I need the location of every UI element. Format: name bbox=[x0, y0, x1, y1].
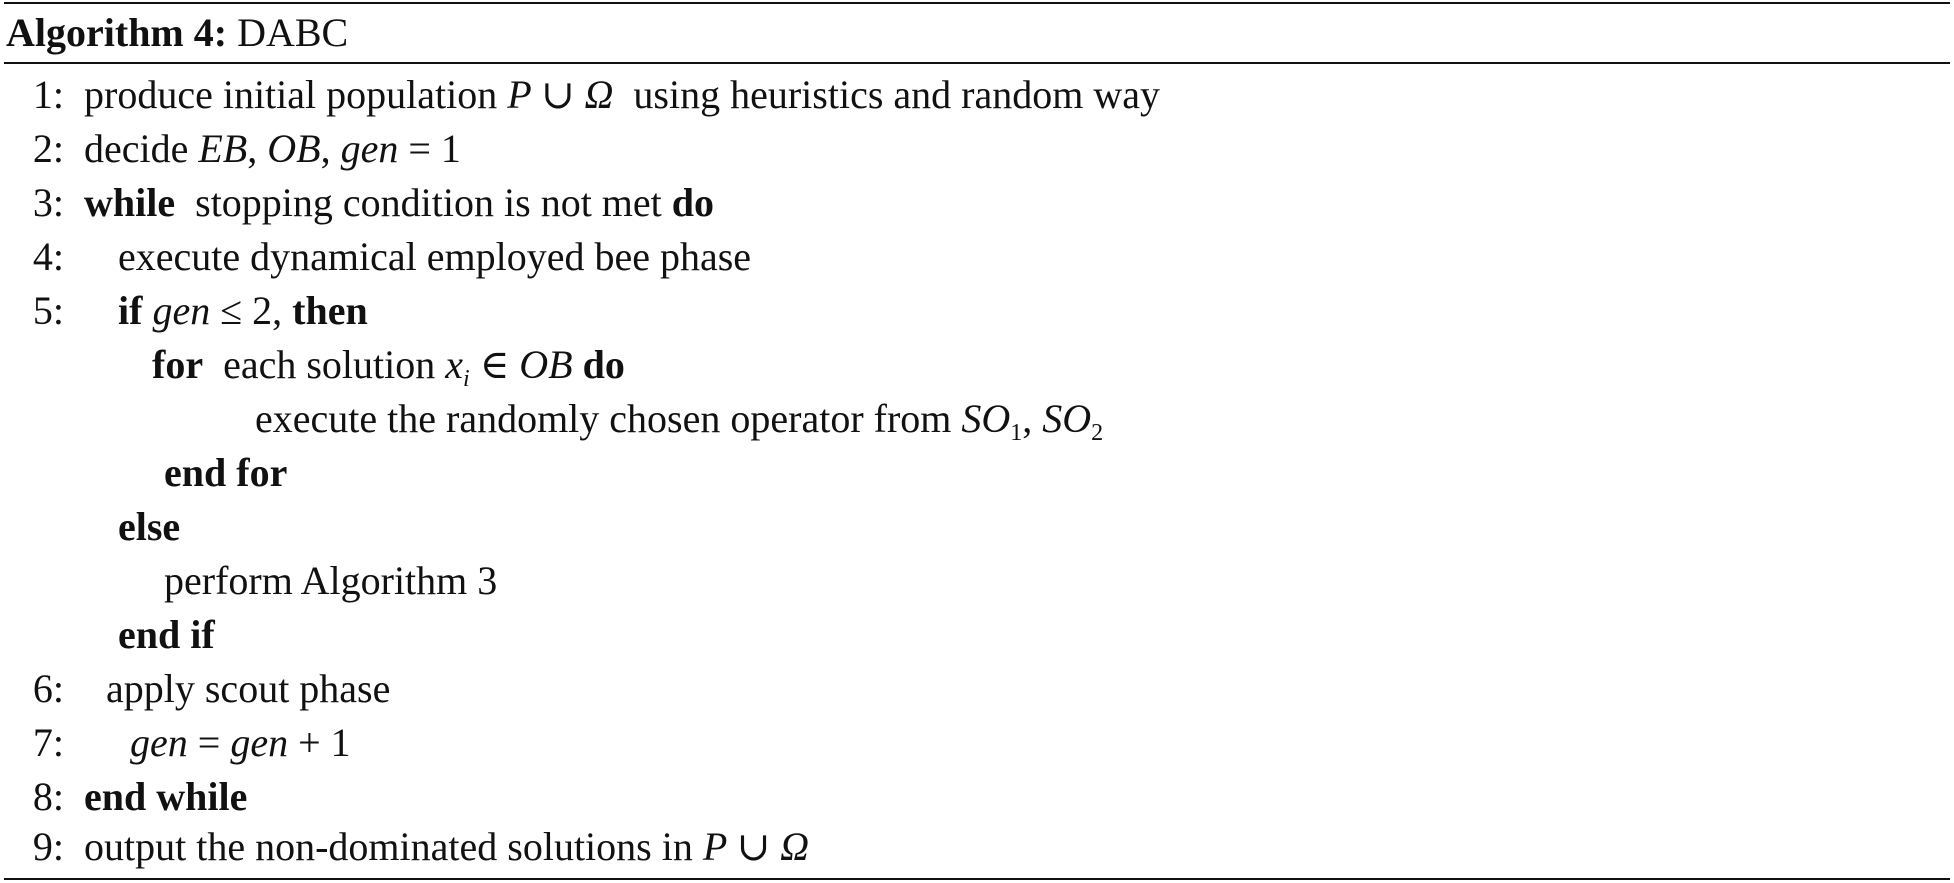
math-expression: P ∪ Ω bbox=[507, 72, 614, 117]
keyword: end while bbox=[84, 774, 248, 819]
algorithm-line-5 bbox=[0, 284, 1954, 338]
line-text bbox=[84, 176, 714, 230]
keyword: then bbox=[292, 288, 368, 333]
math-operator: = bbox=[187, 720, 231, 765]
algorithm-line-end-for bbox=[0, 446, 1954, 500]
keyword: if bbox=[118, 288, 143, 333]
algorithm-line-6 bbox=[0, 662, 1954, 716]
math-symbol: OB bbox=[267, 126, 321, 171]
algorithm-line-4 bbox=[0, 230, 1954, 284]
math-subscript: i bbox=[463, 366, 470, 392]
line-number: 9: bbox=[32, 824, 64, 869]
algorithm-line-8 bbox=[0, 770, 1954, 824]
keyword: while bbox=[84, 180, 176, 225]
line-plain-text: each solution bbox=[203, 342, 446, 387]
separator: , bbox=[320, 126, 341, 171]
line-number: 4: bbox=[32, 234, 64, 279]
algorithm-caption bbox=[6, 8, 348, 58]
line-number: 2: bbox=[32, 126, 64, 171]
bottom-rule bbox=[4, 878, 1950, 880]
line-number: 3: bbox=[32, 180, 64, 225]
algorithm-line-else bbox=[0, 500, 1954, 554]
line-number: 6: bbox=[32, 666, 64, 711]
top-rule bbox=[4, 2, 1950, 4]
line-plain-text: output the non-dominated solutions in bbox=[84, 824, 703, 869]
math-expression: P ∪ Ω bbox=[702, 824, 810, 869]
algorithm-line-1 bbox=[0, 68, 1954, 122]
line-number: 1: bbox=[32, 72, 64, 117]
line-text: perform Algorithm 3 bbox=[164, 558, 498, 603]
line-text bbox=[84, 820, 809, 874]
math-expression: + 1 bbox=[288, 720, 351, 765]
line-tail-text: using heuristics and random way bbox=[613, 72, 1160, 117]
math-symbol: gen bbox=[130, 720, 188, 765]
algorithm-line-2 bbox=[0, 122, 1954, 176]
keyword: for bbox=[152, 342, 204, 387]
line-plain-text: decide bbox=[84, 126, 199, 171]
math-symbol: gen bbox=[340, 126, 399, 171]
keyword: end for bbox=[164, 450, 288, 495]
caption-name: DABC bbox=[237, 10, 349, 55]
caption-rule bbox=[4, 62, 1950, 64]
line-text: apply scout phase bbox=[106, 666, 391, 711]
algorithm-line-execute-operator bbox=[0, 392, 1954, 446]
keyword: do bbox=[572, 342, 625, 387]
line-plain-text: produce initial population bbox=[84, 72, 508, 117]
line-number: 7: bbox=[32, 720, 64, 765]
line-text bbox=[118, 284, 368, 338]
math-symbol: SO bbox=[961, 396, 1011, 441]
separator: , bbox=[1022, 396, 1043, 441]
caption-label: Algorithm 4: bbox=[6, 10, 228, 55]
line-plain-text: stopping condition is not met bbox=[175, 180, 672, 225]
keyword: else bbox=[118, 504, 181, 549]
algorithm-line-7 bbox=[0, 716, 1954, 770]
separator: , bbox=[247, 126, 268, 171]
line-number: 8: bbox=[32, 774, 64, 819]
algorithm-line-perform bbox=[0, 554, 1954, 608]
math-symbol: gen bbox=[230, 720, 289, 765]
line-text bbox=[130, 716, 351, 770]
keyword: do bbox=[671, 180, 715, 225]
math-operator: ∈ bbox=[469, 342, 520, 387]
math-symbol: OB bbox=[519, 342, 573, 387]
keyword: end if bbox=[118, 612, 215, 657]
math-symbol: SO bbox=[1042, 396, 1092, 441]
algorithm-line-9 bbox=[0, 820, 1954, 874]
algorithm-line-for bbox=[0, 338, 1954, 392]
math-symbol: gen bbox=[152, 288, 211, 333]
line-plain-text: execute the randomly chosen operator from bbox=[255, 396, 962, 441]
math-expression: ≤ 2, bbox=[210, 288, 293, 333]
algorithm-line-3 bbox=[0, 176, 1954, 230]
line-text: execute dynamical employed bee phase bbox=[118, 234, 752, 279]
math-symbol: x bbox=[445, 342, 464, 387]
line-text bbox=[84, 68, 1160, 122]
line-text bbox=[84, 122, 461, 176]
math-subscript: 1 bbox=[1010, 420, 1023, 446]
algorithm-line-end-if bbox=[0, 608, 1954, 662]
math-expression: = 1 bbox=[398, 126, 461, 171]
line-number: 5: bbox=[32, 288, 64, 333]
math-subscript: 2 bbox=[1091, 420, 1104, 446]
math-symbol: EB bbox=[198, 126, 248, 171]
